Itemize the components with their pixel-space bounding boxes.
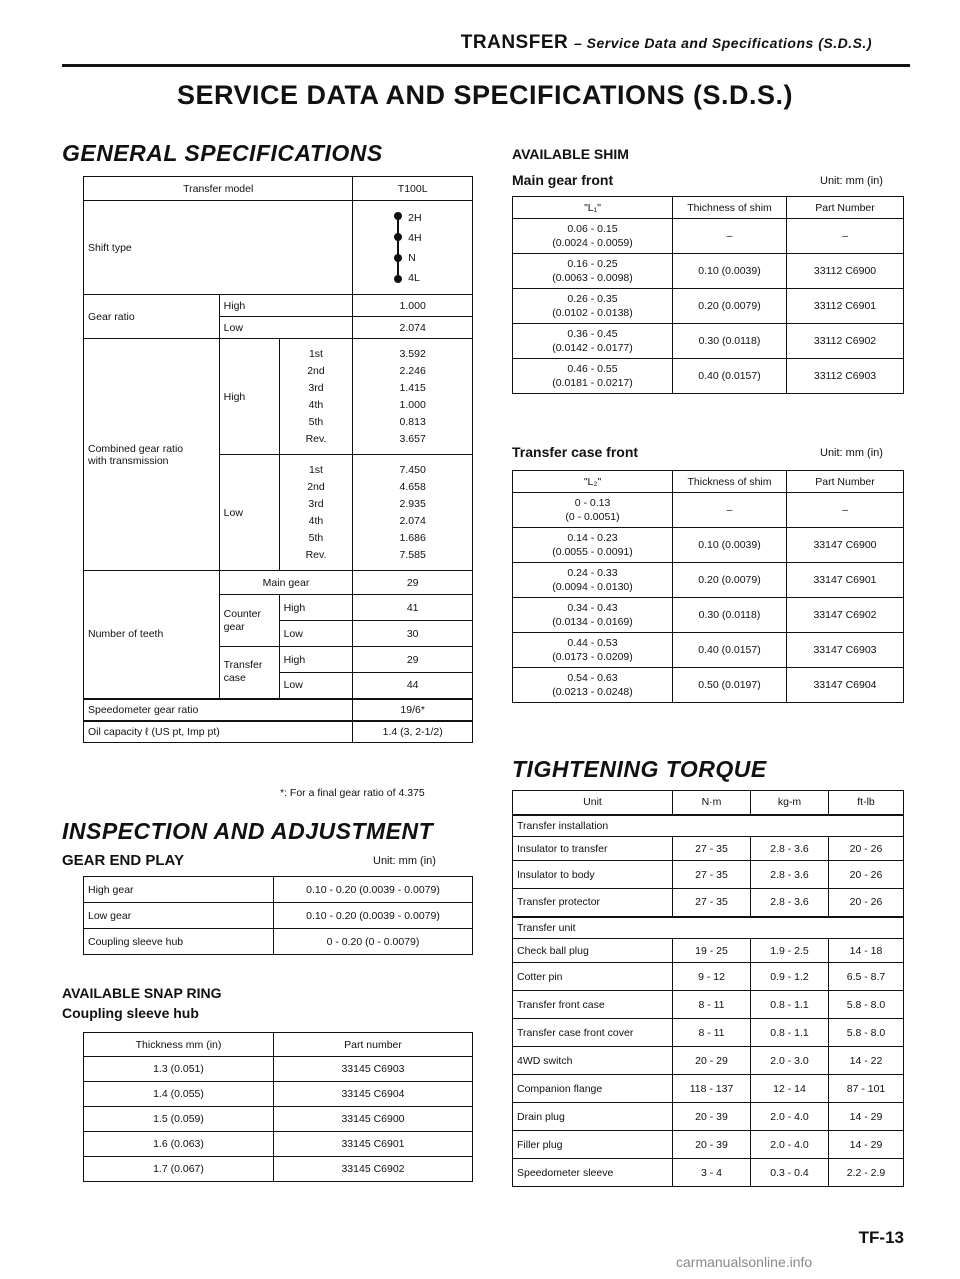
shim-part: 33112 C6901 (787, 289, 904, 324)
speedo-ratio-label: Speedometer gear ratio (84, 699, 353, 721)
case-low-value: 44 (353, 673, 473, 699)
shim-l-range: 0.14 - 0.23 (0.0055 - 0.0091) (513, 528, 673, 563)
torque-item: Check ball plug (513, 939, 673, 963)
shim-thickness: 0.40 (0.0157) (673, 359, 787, 394)
gear-ratio-high-value: 1.000 (353, 295, 473, 317)
torque-ftlb: 5.8 - 8.0 (829, 991, 904, 1019)
torque-item: Speedometer sleeve (513, 1159, 673, 1187)
torque-ftlb: 87 - 101 (829, 1075, 904, 1103)
torque-nm: 118 - 137 (673, 1075, 751, 1103)
available-shim-heading: AVAILABLE SHIM (512, 146, 629, 162)
shift-pos-4l: 4L (408, 271, 420, 284)
end-play-label: Coupling sleeve hub (84, 929, 274, 955)
combined-high-values: 3.592 2.246 1.415 1.000 0.813 3.657 (353, 339, 473, 455)
torque-nm: 27 - 35 (673, 889, 751, 917)
shim-l-range: 0.44 - 0.53 (0.0173 - 0.0209) (513, 633, 673, 668)
torque-ftlb: 20 - 26 (829, 837, 904, 861)
col-part-number: Part Number (787, 471, 904, 493)
shim-thickness: 0.50 (0.0197) (673, 668, 787, 703)
shim-l-range: 0 - 0.13 (0 - 0.0051) (513, 493, 673, 528)
col-nm: N·m (673, 791, 751, 815)
counter-low-label: Low (279, 621, 353, 647)
torque-nm: 20 - 39 (673, 1131, 751, 1159)
col-snap-part: Part number (274, 1033, 473, 1057)
main-gear-shim-table (512, 196, 904, 394)
shift-type-label: Shift type (84, 201, 353, 295)
col-ftlb: ft-lb (829, 791, 904, 815)
counter-gear-label: Counter gear (219, 595, 279, 647)
torque-item: Insulator to transfer (513, 837, 673, 861)
shim-part: 33147 C6903 (787, 633, 904, 668)
torque-kgm: 0.8 - 1.1 (751, 991, 829, 1019)
end-play-value: 0.10 - 0.20 (0.0039 - 0.0079) (274, 903, 473, 929)
page-title: SERVICE DATA AND SPECIFICATIONS (S.D.S.) (176, 80, 794, 110)
snap-thickness: 1.6 (0.063) (84, 1132, 274, 1157)
shim-part: – (787, 219, 904, 254)
torque-item: Cotter pin (513, 963, 673, 991)
snap-thickness: 1.7 (0.067) (84, 1157, 274, 1182)
torque-kgm: 2.8 - 3.6 (751, 889, 829, 917)
end-play-label: High gear (84, 877, 274, 903)
end-play-value: 0 - 0.20 (0 - 0.0079) (274, 929, 473, 955)
shim-part: 33112 C6902 (787, 324, 904, 359)
main-gear-value: 29 (353, 571, 473, 595)
shim-thickness: 0.40 (0.0157) (673, 633, 787, 668)
inspection-heading: INSPECTION AND ADJUSTMENT (62, 818, 434, 844)
torque-nm: 20 - 29 (673, 1047, 751, 1075)
snap-part: 33145 C6900 (274, 1107, 473, 1132)
torque-nm: 20 - 39 (673, 1103, 751, 1131)
snap-part: 33145 C6902 (274, 1157, 473, 1182)
transfer-case-shim-table (512, 470, 904, 703)
snap-ring-heading: AVAILABLE SNAP RING (62, 985, 222, 1001)
torque-ftlb: 14 - 29 (829, 1131, 904, 1159)
transfer-case-unit: Unit: mm (in) (820, 447, 883, 459)
shim-thickness: 0.20 (0.0079) (673, 563, 787, 598)
main-gear-unit: Unit: mm (in) (820, 175, 883, 187)
torque-heading: TIGHTENING TORQUE (512, 756, 767, 782)
gear-ratio-high-label: High (219, 295, 353, 317)
shim-l-range: 0.24 - 0.33 (0.0094 - 0.0130) (513, 563, 673, 598)
shim-l-range: 0.54 - 0.63 (0.0213 - 0.0248) (513, 668, 673, 703)
shim-l-range: 0.36 - 0.45 (0.0142 - 0.0177) (513, 324, 673, 359)
counter-low-value: 30 (353, 621, 473, 647)
shift-pos-4h: 4H (408, 231, 422, 244)
shift-pos-2h: 2H (408, 211, 422, 224)
torque-ftlb: 2.2 - 2.9 (829, 1159, 904, 1187)
shim-l-range: 0.46 - 0.55 (0.0181 - 0.0217) (513, 359, 673, 394)
torque-nm: 27 - 35 (673, 837, 751, 861)
torque-ftlb: 20 - 26 (829, 889, 904, 917)
torque-ftlb: 14 - 18 (829, 939, 904, 963)
model-value: T100L (353, 177, 473, 201)
torque-item: Filler plug (513, 1131, 673, 1159)
case-low-label: Low (279, 673, 353, 699)
main-gear-label: Main gear (219, 571, 353, 595)
snap-part: 33145 C6903 (274, 1057, 473, 1082)
torque-kgm: 0.8 - 1.1 (751, 1019, 829, 1047)
torque-nm: 27 - 35 (673, 861, 751, 889)
col-shim-thickness: Thickness of shim (673, 471, 787, 493)
torque-kgm: 2.0 - 4.0 (751, 1103, 829, 1131)
shim-thickness: 0.20 (0.0079) (673, 289, 787, 324)
torque-ftlb: 6.5 - 8.7 (829, 963, 904, 991)
col-l1: "L₁" (513, 197, 673, 219)
col-snap-thickness: Thickness mm (in) (84, 1033, 274, 1057)
shim-part: 33112 C6903 (787, 359, 904, 394)
watermark: carmanualsonline.info (676, 1254, 813, 1270)
shim-part: 33147 C6904 (787, 668, 904, 703)
main-gear-front-heading: Main gear front (512, 172, 614, 188)
combined-low-values: 7.450 4.658 2.935 2.074 1.686 7.585 (353, 455, 473, 571)
end-play-table (83, 876, 473, 955)
snap-ring-table (83, 1032, 473, 1182)
shift-positions (353, 201, 473, 295)
col-kgm: kg-m (751, 791, 829, 815)
snap-ring-subheading: Coupling sleeve hub (62, 1005, 199, 1021)
torque-ftlb: 5.8 - 8.0 (829, 1019, 904, 1047)
case-high-value: 29 (353, 647, 473, 673)
shim-thickness: 0.30 (0.0118) (673, 324, 787, 359)
torque-kgm: 2.8 - 3.6 (751, 861, 829, 889)
col-l2: "L₂" (513, 471, 673, 493)
torque-item: Drain plug (513, 1103, 673, 1131)
shim-part: 33147 C6901 (787, 563, 904, 598)
shim-thickness: – (673, 493, 787, 528)
torque-ftlb: 14 - 22 (829, 1047, 904, 1075)
col-shim-thickness: Thichness of shim (673, 197, 787, 219)
gear-ratio-label: Gear ratio (84, 295, 220, 339)
torque-kgm: 2.8 - 3.6 (751, 837, 829, 861)
snap-thickness: 1.4 (0.055) (84, 1082, 274, 1107)
torque-kgm: 0.3 - 0.4 (751, 1159, 829, 1187)
shim-thickness: 0.30 (0.0118) (673, 598, 787, 633)
torque-kgm: 2.0 - 4.0 (751, 1131, 829, 1159)
torque-kgm: 1.9 - 2.5 (751, 939, 829, 963)
speedo-ratio-value: 19/6* (353, 699, 473, 721)
col-unit: Unit (513, 791, 673, 815)
torque-kgm: 12 - 14 (751, 1075, 829, 1103)
transfer-case-label: Transfer case (219, 647, 279, 699)
shim-thickness: 0.10 (0.0039) (673, 528, 787, 563)
snap-part: 33145 C6904 (274, 1082, 473, 1107)
end-play-unit: Unit: mm (in) (373, 855, 436, 867)
header-subtitle: – Service Data and Specifications (S.D.S.) (574, 35, 872, 51)
torque-nm: 9 - 12 (673, 963, 751, 991)
col-part-number: Part Number (787, 197, 904, 219)
shim-part: 33147 C6900 (787, 528, 904, 563)
torque-nm: 8 - 11 (673, 1019, 751, 1047)
torque-nm: 19 - 25 (673, 939, 751, 963)
torque-group-unit: Transfer unit (513, 917, 904, 939)
header-title: TRANSFER (460, 32, 569, 53)
general-specs-heading: GENERAL SPECIFICATIONS (62, 140, 383, 166)
final-ratio-footnote: *: For a final gear ratio of 4.375 (280, 787, 425, 799)
page-number: TF-13 (858, 1228, 904, 1247)
transfer-case-front-heading: Transfer case front (512, 444, 639, 460)
torque-kgm: 2.0 - 3.0 (751, 1047, 829, 1075)
torque-nm: 3 - 4 (673, 1159, 751, 1187)
shift-pos-n: N (408, 251, 416, 264)
torque-kgm: 0.9 - 1.2 (751, 963, 829, 991)
counter-high-label: High (279, 595, 353, 621)
snap-part: 33145 C6901 (274, 1132, 473, 1157)
torque-item: Companion flange (513, 1075, 673, 1103)
combined-ratio-label: Combined gear ratio with transmission (84, 339, 220, 571)
snap-thickness: 1.3 (0.051) (84, 1057, 274, 1082)
torque-item: Insulator to body (513, 861, 673, 889)
oil-capacity-value: 1.4 (3, 2-1/2) (353, 721, 473, 743)
torque-group-installation: Transfer installation (513, 815, 904, 837)
combined-high-gears: 1st 2nd 3rd 4th 5th Rev. (279, 339, 353, 455)
torque-nm: 8 - 11 (673, 991, 751, 1019)
torque-item: Transfer front case (513, 991, 673, 1019)
running-header (461, 32, 872, 54)
torque-item: Transfer protector (513, 889, 673, 917)
end-play-label: Low gear (84, 903, 274, 929)
shift-pattern-icon (391, 212, 405, 284)
gear-ratio-low-label: Low (219, 317, 353, 339)
case-high-label: High (279, 647, 353, 673)
torque-ftlb: 14 - 29 (829, 1103, 904, 1131)
shim-part: 33112 C6900 (787, 254, 904, 289)
shim-part: 33147 C6902 (787, 598, 904, 633)
col-transfer-model: Transfer model (84, 177, 353, 201)
oil-capacity-label: Oil capacity ℓ (US pt, Imp pt) (84, 721, 353, 743)
torque-table (512, 790, 904, 1187)
header-rule (62, 64, 910, 67)
combined-low-label: Low (219, 455, 279, 571)
general-specs-table (83, 176, 473, 743)
shim-l-range: 0.34 - 0.43 (0.0134 - 0.0169) (513, 598, 673, 633)
shim-thickness: – (673, 219, 787, 254)
gear-end-play-heading: GEAR END PLAY (62, 852, 184, 869)
shim-l-range: 0.06 - 0.15 (0.0024 - 0.0059) (513, 219, 673, 254)
counter-high-value: 41 (353, 595, 473, 621)
shim-l-range: 0.16 - 0.25 (0.0063 - 0.0098) (513, 254, 673, 289)
combined-low-gears: 1st 2nd 3rd 4th 5th Rev. (279, 455, 353, 571)
torque-item: 4WD switch (513, 1047, 673, 1075)
end-play-value: 0.10 - 0.20 (0.0039 - 0.0079) (274, 877, 473, 903)
teeth-label: Number of teeth (84, 571, 220, 699)
torque-item: Transfer case front cover (513, 1019, 673, 1047)
shim-l-range: 0.26 - 0.35 (0.0102 - 0.0138) (513, 289, 673, 324)
snap-thickness: 1.5 (0.059) (84, 1107, 274, 1132)
combined-high-label: High (219, 339, 279, 455)
shim-thickness: 0.10 (0.0039) (673, 254, 787, 289)
gear-ratio-low-value: 2.074 (353, 317, 473, 339)
torque-ftlb: 20 - 26 (829, 861, 904, 889)
shim-part: – (787, 493, 904, 528)
